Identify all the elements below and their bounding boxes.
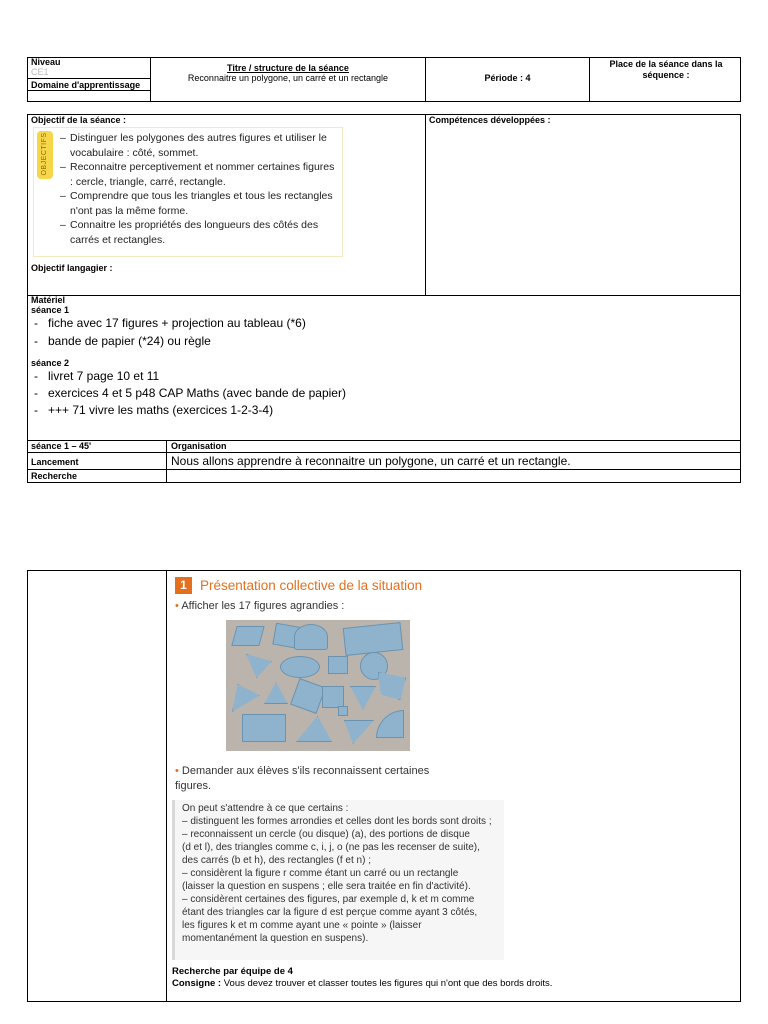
seance-header: séance 1 – 45' <box>31 441 92 451</box>
note-line: On peut s'attendre à ce que certains : <box>182 803 349 814</box>
bullet-demander-text: Demander aux élèves s'ils reconnaissent certaines figures. <box>175 765 430 792</box>
note-line: les figures k et m comme ayant une « pointe » (laisser <box>182 920 422 931</box>
lancement-text: Nous allons apprendre à reconnaitre un polygone, un carré et un rectangle. <box>171 454 571 468</box>
figure-shape <box>246 654 272 678</box>
domaine-label: Domaine d'apprentissage <box>31 80 141 90</box>
bullet-afficher-text: Afficher les 17 figures agrandies : <box>181 600 345 612</box>
note-line: momentanément la question en suspens). <box>182 933 369 944</box>
competences-label: Compétences développées : <box>429 115 551 125</box>
note-line: – considèrent certaines des figures, par exemple d, k et m comme <box>182 894 475 905</box>
materiel-item: - bande de papier (*24) ou règle <box>28 334 628 349</box>
seance1-list <box>28 316 628 349</box>
figures-photo <box>226 620 410 751</box>
figure-shape <box>231 626 264 646</box>
figure-shape <box>280 656 320 678</box>
consigne-text: Vous devez trouver et classer toutes les figures qui n'ont que des bords droits. <box>223 978 553 989</box>
materiel-item: - fiche avec 17 figures + projection au tableau (*6) <box>28 316 628 331</box>
figure-shape <box>328 656 348 674</box>
figure-shape <box>294 624 328 650</box>
bullet-afficher <box>175 600 344 613</box>
objectifs-badge <box>37 131 53 179</box>
figure-shape <box>338 706 348 716</box>
step-block <box>172 576 434 596</box>
figure-shape <box>350 686 376 710</box>
place-label: Place de la séance dans la séquence : <box>609 59 723 80</box>
seance2-label: séance 2 <box>31 358 70 368</box>
objectif-item: – Connaitre les propriétés des longueurs des côtés des carrés et rectangles. <box>60 218 338 247</box>
note-line: – considèrent la figure r comme étant un carré ou un rectangle <box>182 868 459 879</box>
figure-shape <box>344 720 374 744</box>
note-line: – reconnaissent un cercle (ou disque) (a), des portions de disque <box>182 829 470 840</box>
seance2-list <box>28 369 628 418</box>
materiel-item: - +++ 71 vivre les maths (exercices 1-2-3-4) <box>28 403 628 418</box>
niveau-label: Niveau <box>31 57 61 67</box>
figure-shape <box>322 686 344 708</box>
seance1-label: séance 1 <box>31 305 70 315</box>
bullet-demander <box>175 764 455 794</box>
materiel-item: - livret 7 page 10 et 11 <box>28 369 628 384</box>
objectif-langagier-label: Objectif langagier : <box>31 263 113 273</box>
objectif-item: – Distinguer les polygones des autres figures et utiliser le vocabulaire : côté, sommet. <box>60 131 338 160</box>
figure-shape <box>242 714 286 742</box>
objectif-item: – Reconnaitre perceptivement et nommer certaines figures : cercle, triangle, carré, rectangle. <box>60 160 338 189</box>
figure-shape <box>343 622 404 656</box>
objectifs-image <box>33 127 343 257</box>
bullet-dot: • <box>175 600 179 612</box>
note-line: (d et l), des triangles comme c, i, j, o (ne pas les recenser de suite), <box>182 842 480 853</box>
note-block <box>172 800 504 960</box>
note-line: des carrés (b et h), des rectangles (f et n) ; <box>182 855 371 866</box>
figure-shape <box>264 682 288 704</box>
objectif-label: Objectif de la séance : <box>31 115 127 125</box>
materiel-item: - exercices 4 et 5 p48 CAP Maths (avec bande de papier) <box>28 386 628 401</box>
materiel-label: Matériel <box>31 295 66 305</box>
note-line: – distinguent les formes arrondies et celles dont les bords sont droits ; <box>182 816 492 827</box>
recherche-label: Recherche <box>31 471 78 481</box>
figure-shape <box>376 710 404 738</box>
consigne-label: Consigne : <box>172 978 222 989</box>
niveau-value: CE1 <box>31 67 49 77</box>
titre-label: Titre / structure de la séance <box>227 63 349 73</box>
figure-shape <box>290 678 326 714</box>
lancement-label: Lancement <box>31 457 79 467</box>
step-number: 1 <box>175 577 192 594</box>
figure-shape <box>232 684 260 712</box>
figure-shape <box>296 716 332 742</box>
recherche-equipe: Recherche par équipe de 4 <box>172 966 293 977</box>
note-line: étant des triangles car la figure d est perçue comme ayant 3 côtés, <box>182 907 478 918</box>
titre-value: Reconnaitre un polygone, un carré et un rectangle <box>187 73 389 83</box>
organisation-header: Organisation <box>171 441 227 451</box>
periode: Période : 4 <box>484 73 531 83</box>
note-line: (laisser la question en suspens ; elle sera traitée en fin d'activité). <box>182 881 471 892</box>
objectifs-list <box>60 131 338 247</box>
bullet-dot: • <box>175 765 179 777</box>
figure-shape <box>378 672 406 700</box>
objectifs-badge-text: OBJECTIFS <box>41 132 48 176</box>
consigne-line <box>172 978 552 990</box>
objectif-item: – Comprendre que tous les triangles et tous les rectangles n'ont pas la même forme. <box>60 189 338 218</box>
step-title: Présentation collective de la situation <box>200 578 423 593</box>
